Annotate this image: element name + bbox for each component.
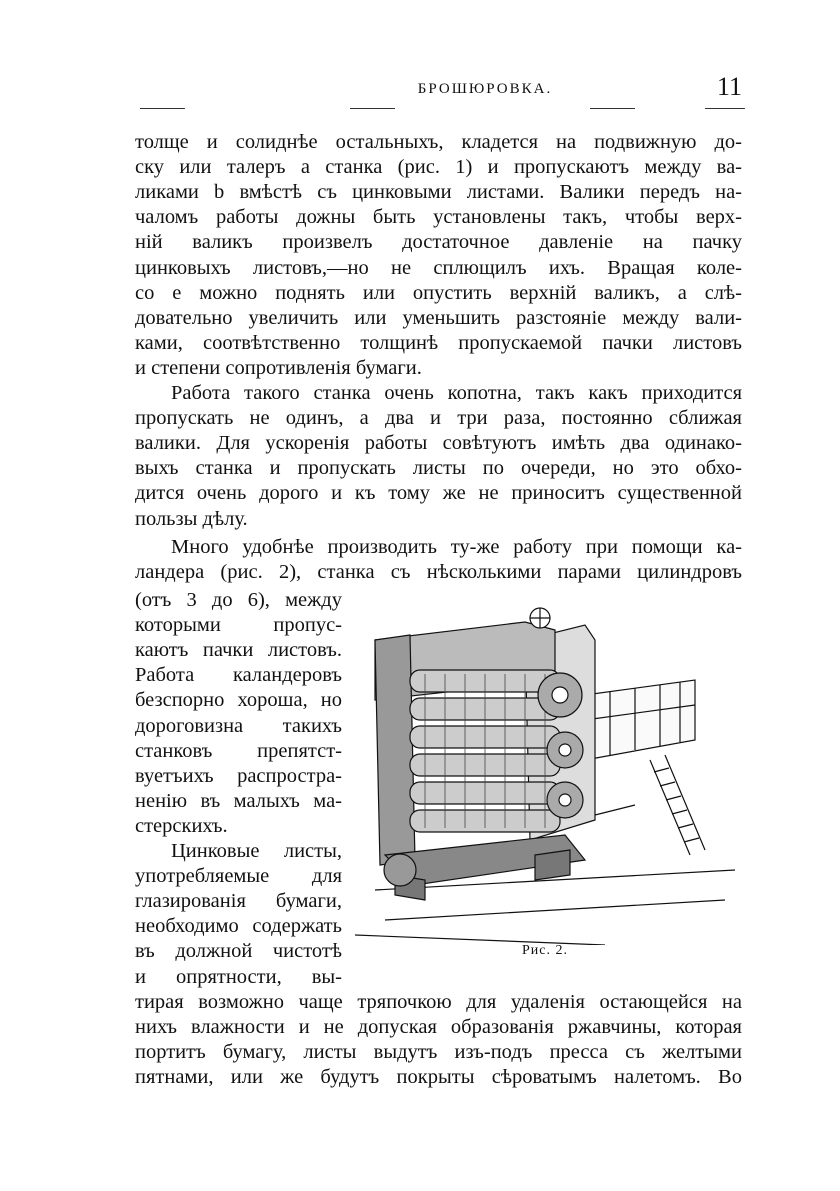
page-number: 11 — [716, 72, 742, 101]
text-line: Цинковые листы, — [171, 840, 342, 862]
text-line: Много удобнѣе производить ту-же работу при помощи ка- — [171, 536, 742, 558]
text-line: ненiю въ малыхъ ма- — [135, 789, 342, 812]
running-title: БРОШЮРОВКА. — [417, 81, 553, 97]
text-line: каютъ пачки листовъ. — [135, 639, 342, 662]
text-line: толще и солиднѣе остальныхъ, кладется на подвижную до- — [135, 131, 742, 153]
text-line: пятнами, или же будутъ покрыты сѣроватымъ налетомъ. Во — [135, 1066, 742, 1089]
text-line: стерскихъ. — [135, 814, 228, 837]
text-line: ску или талеръ a станка (рис. 1) и пропускаютъ между ва- — [135, 156, 742, 179]
text-line: нiй валикъ произвелъ достаточное давленiе на пачку — [135, 231, 742, 254]
text-line: (отъ 3 до 6), между — [135, 589, 342, 611]
text-line: валики. Для ускоренiя работы совѣтуютъ имѣть два одинако- — [135, 432, 742, 455]
text-line: ликами b вмѣстѣ съ цинковыми листами. Валики передъ на- — [135, 181, 742, 204]
text-line: портитъ бумагу, листы выдутъ изъ-подъ пресса съ желтыми — [135, 1041, 742, 1064]
text-line: нихъ влажности и не допуская образованiя ржавчины, которая — [135, 1016, 742, 1039]
text-line: довательно увеличить или уменьшить разстоянiе между вали- — [135, 306, 742, 329]
text-line: со e можно поднять или опустить верхнiй валикъ, а слѣ- — [135, 281, 742, 304]
page-header — [135, 72, 745, 112]
text-line: безспорно хороша, но — [135, 689, 342, 712]
text-line: которыми пропус- — [135, 614, 342, 637]
text-line: пользы дѣлу. — [135, 507, 248, 530]
figure-caption: Рис. 2. — [522, 943, 568, 958]
text-line: употребляемые для — [135, 865, 342, 888]
text-line: дится очень дорого и къ тому же не приноситъ существенной — [135, 482, 742, 505]
text-line: въ должной чистотѣ — [135, 940, 342, 963]
header-rule-mid-left — [350, 108, 395, 109]
text-line: ландера (рис. 2), станка съ нѣсколькими парами цилиндровъ — [135, 561, 742, 584]
text-line: ками, соотвѣтственно толщинѣ пропускаемой пачки листовъ — [135, 331, 742, 354]
header-rule-mid-right — [590, 108, 635, 109]
figure-calender-machine — [355, 600, 735, 945]
calender-machine-illustration-icon — [355, 600, 735, 945]
text-line: и степени сопротивленiя бумаги. — [135, 356, 422, 379]
text-line: станковъ препятст- — [135, 739, 342, 762]
text-line: Работа такого станка очень копотна, такъ какъ приходится — [171, 382, 742, 404]
text-line: выхъ станка и пропускать листы по очереди, но это обхо- — [135, 457, 742, 480]
header-rule-left — [140, 108, 185, 109]
text-line: чаломъ работы дожны быть установлены такъ, чтобы верх- — [135, 206, 742, 229]
text-line: цинковыхъ листовъ,—но не сплющилъ ихъ. Вращая коле- — [135, 256, 742, 279]
header-rule-right — [705, 108, 745, 109]
text-line: тирая возможно чаще тряпочкою для удаленiя остающейся на — [135, 991, 742, 1013]
text-line: необходимо содержать — [135, 915, 342, 938]
text-line: пропускать не одинъ, а два и три раза, постоянно сближая — [135, 407, 742, 430]
text-line: глазированiя бумаги, — [135, 890, 342, 913]
text-line: дороговизна такихъ — [135, 714, 342, 737]
text-line: и опрятности, вы- — [135, 965, 342, 988]
text-line: Работа каландеровъ — [135, 664, 342, 687]
text-line: вуетъихъ распростра- — [135, 764, 342, 787]
